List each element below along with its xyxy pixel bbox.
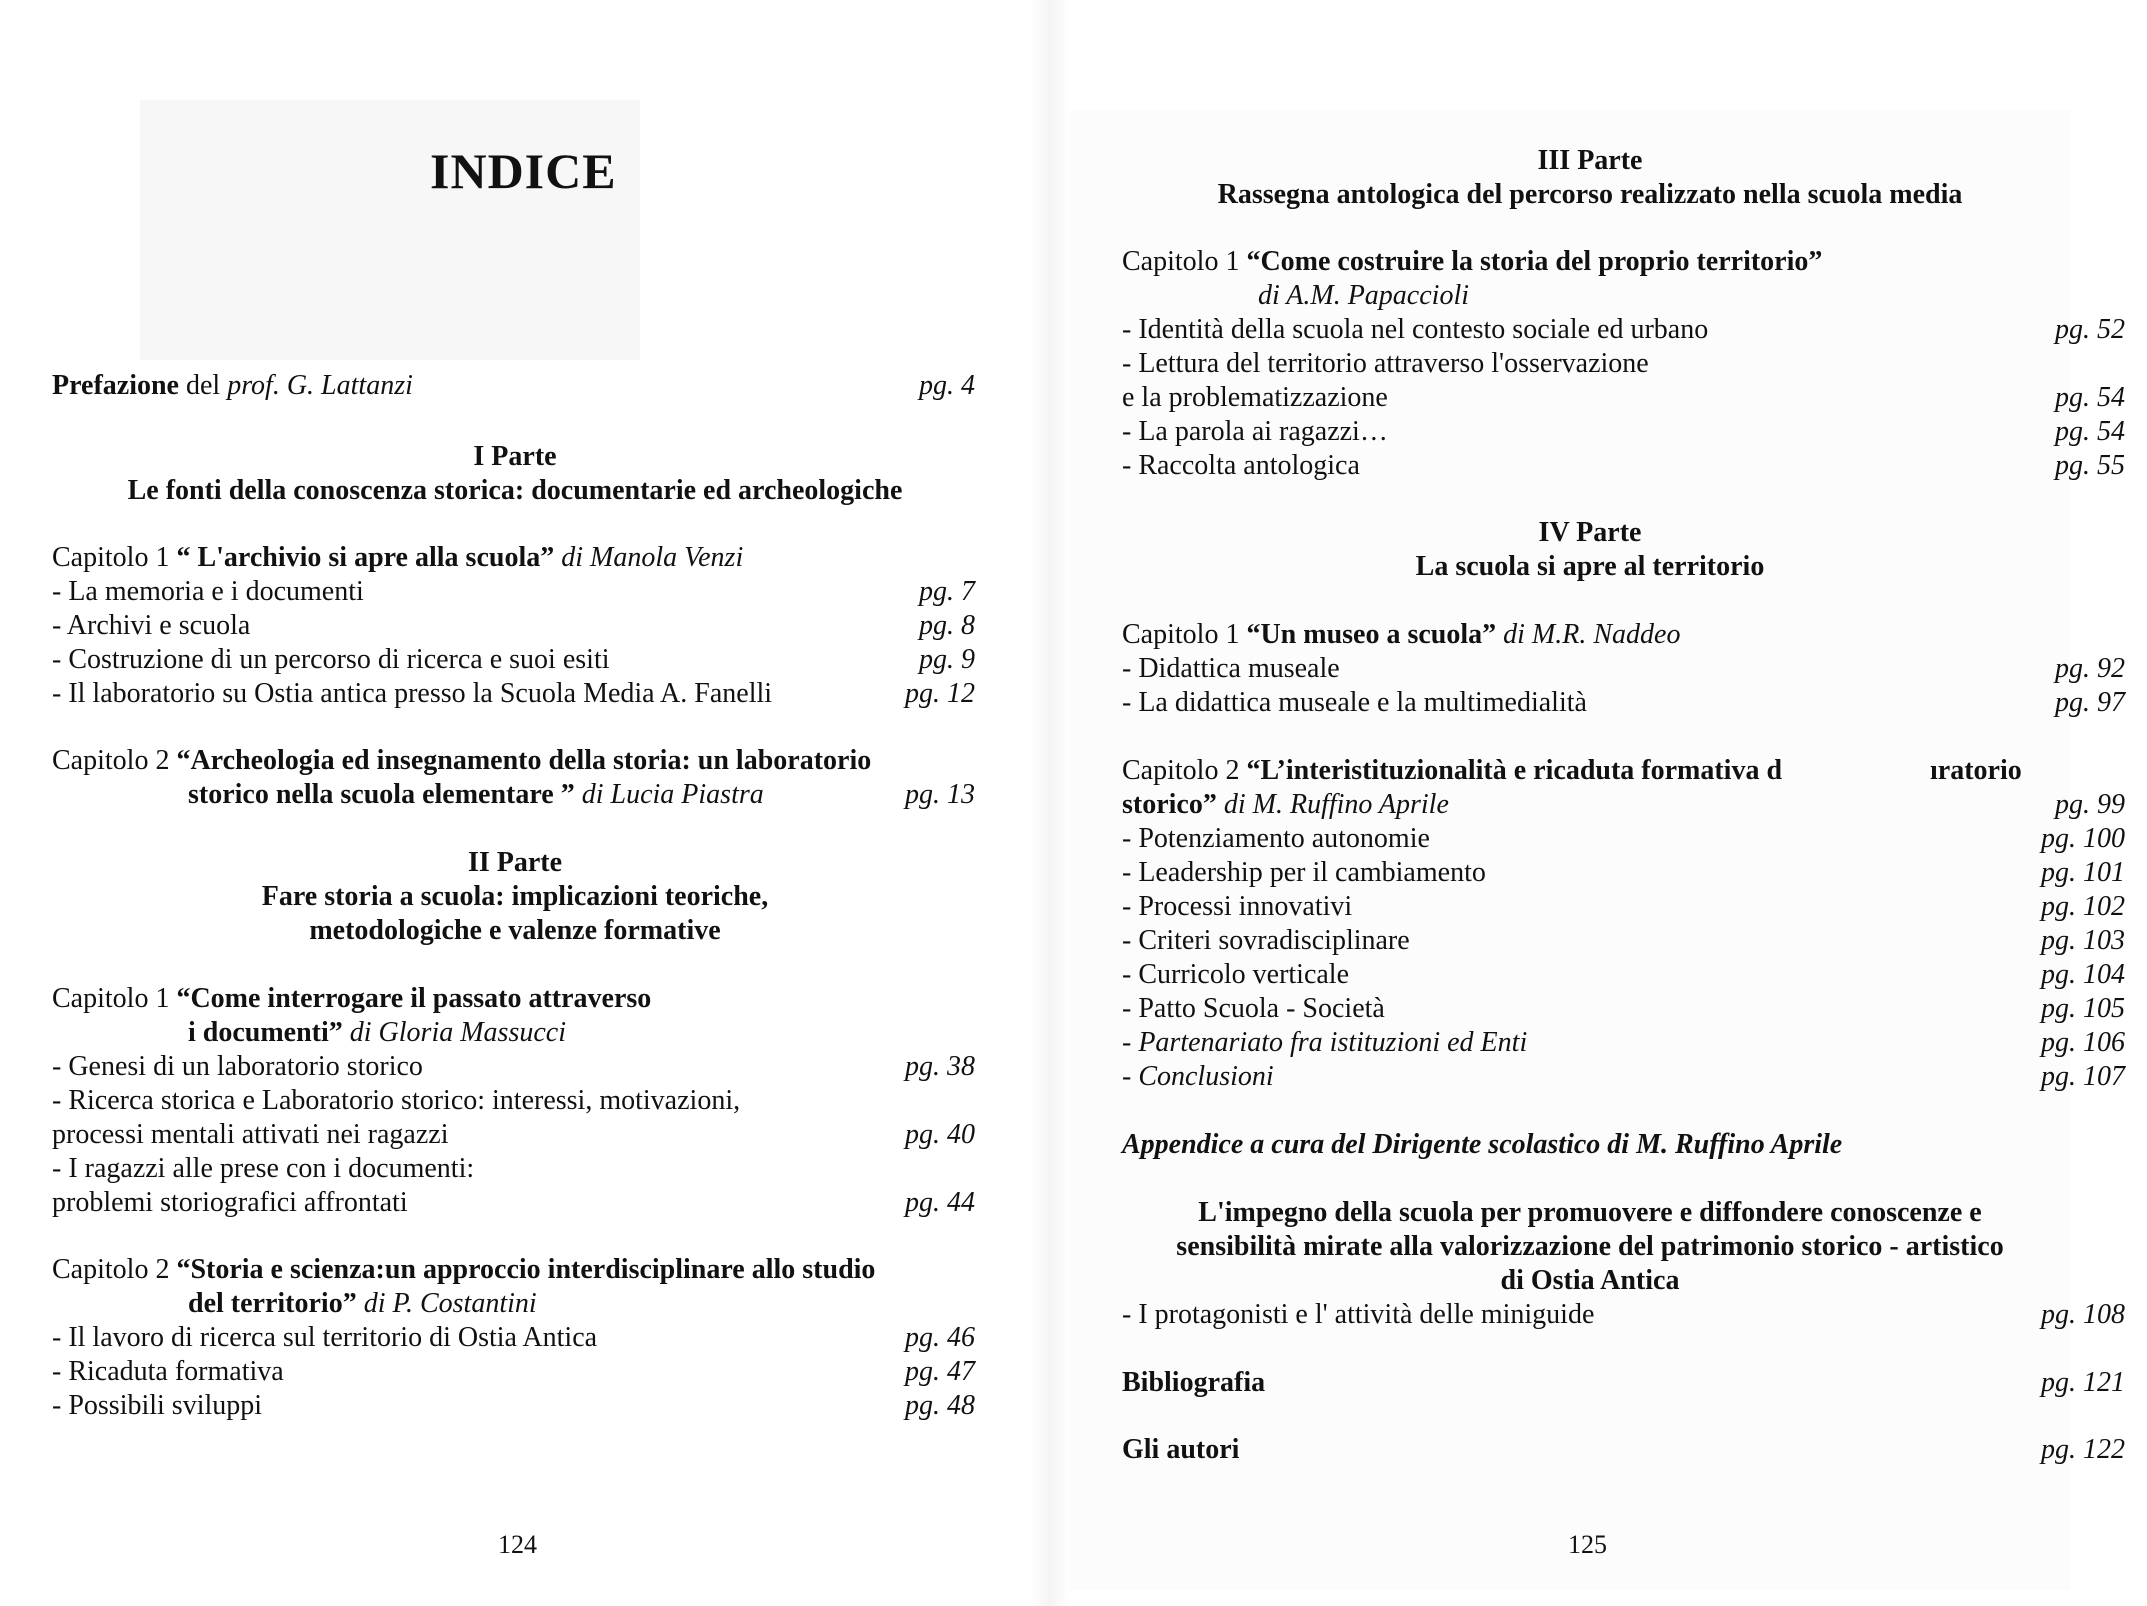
part2-ch1-heading-cont [188,1016,566,1050]
ch-author: di A.M. Papaccioli [1258,280,1469,311]
part3-subtitle: Rassegna antologica del percorso realizzato nella scuola media [1217,179,1963,210]
ch-title: i documenti” [188,1017,343,1048]
page-number: 124 [498,1530,537,1559]
part1-heading: I Parte [473,441,557,472]
list-item: - Ricerca storica e Laboratorio storico: interessi, motivazioni, [52,1085,741,1116]
ch-title: “Come costruire la storia del proprio territorio” [1246,246,1823,277]
part2-ch1-heading [52,982,651,1016]
page-ref: pg. 12 [905,678,975,709]
ch-author: di Lucia Piastra [574,779,764,810]
ch-title: storico” [1122,789,1217,820]
list-item: - I protagonisti e l' attività delle miniguide [1122,1299,1595,1330]
part2-subtitle: Fare storia a scuola: implicazioni teoriche, [261,881,769,912]
part1-subtitle: Le fonti della conoscenza storica: documentarie ed archeologiche [127,475,903,506]
list-item: - Identità della scuola nel contesto sociale ed urbano [1122,314,1709,345]
part4-ch2-heading-cont [1122,788,1449,822]
ch-author: di Gloria Massucci [342,1017,566,1048]
preface-label: Prefazione [52,370,179,401]
ch-title: “Archeologia ed insegnamento della storia: un laboratorio [176,745,872,776]
ch-prefix: Capitolo 2 [52,745,177,776]
ch-prefix: Capitolo 2 [52,1254,177,1285]
part4-subtitle: La scuola si apre al territorio [1415,551,1765,582]
page-ref: pg. 48 [905,1390,975,1421]
page-ref: pg. 106 [2041,1027,2125,1058]
part3-ch1-heading [1122,245,1822,279]
list-item: - Lettura del territorio attraverso l'osservazione [1122,348,1649,379]
ch-title-fragment: ıratorio [1930,755,2022,786]
list-item: - Partenariato fra istituzioni ed Enti [1122,1027,1528,1058]
list-item: - Curricolo verticale [1122,959,1350,990]
ch-prefix: Capitolo 2 [1122,755,1247,786]
page-ref: pg. 7 [919,576,975,607]
ch-title: del territorio” [188,1288,357,1319]
right-page [1070,0,2147,1606]
appendix-heading: sensibilità mirate alla valorizzazione del patrimonio storico - artistico [1176,1231,2004,1262]
page-ref: pg. 52 [2055,314,2125,345]
list-item: - I ragazzi alle prese con i documenti: [52,1153,475,1184]
index-title: INDICE [430,143,617,199]
preface-line [52,369,413,403]
part4-heading: IV Parte [1538,517,1642,548]
appendix-title: Appendice a cura del Dirigente scolastico di M. Ruffino Aprile [1122,1129,1843,1160]
part1-ch2-heading-cont [188,778,764,812]
list-item: - Possibili sviluppi [52,1390,263,1421]
page-ref: pg. 47 [905,1356,975,1387]
list-item: - La didattica museale e la multimedialità [1122,687,1587,718]
list-item: - La parola ai ragazzi… [1122,416,1388,447]
part2-ch2-heading [52,1253,875,1287]
list-item: - Processi innovativi [1122,891,1353,922]
page-ref: pg. 8 [919,610,975,641]
page-ref: pg. 54 [2055,416,2125,447]
ch-prefix: Capitolo 1 [1122,619,1247,650]
list-item: - Il laboratorio su Ostia antica presso la Scuola Media A. Fanelli [52,678,773,709]
page-ref: pg. 55 [2055,450,2125,481]
list-item: - Potenziamento autonomie [1122,823,1430,854]
page-ref: pg. 9 [919,644,975,675]
ch-author: di M. Ruffino Aprile [1216,789,1449,820]
appendix-heading: L'impegno della scuola per promuovere e diffondere conoscenze e [1198,1197,1982,1228]
list-item: - Didattica museale [1122,653,1340,684]
list-item: - Ricaduta formativa [52,1356,284,1387]
preface-author: prof. G. Lattanzi [227,370,413,401]
appendix-heading: di Ostia Antica [1500,1265,1680,1296]
ch-title: “Un museo a scuola” [1246,619,1497,650]
list-item: - Il lavoro di ricerca sul territorio di Ostia Antica [52,1322,598,1353]
part2-subtitle: metodologiche e valenze formative [309,915,721,946]
page-ref: pg. 54 [2055,382,2125,413]
page-ref: pg. 92 [2055,653,2125,684]
ch-prefix: Capitolo 1 [52,983,177,1014]
page-ref: pg. 40 [905,1119,975,1150]
preface-page: pg. 4 [919,370,975,401]
ch-title: “ L'archivio si apre alla scuola” [176,542,555,573]
ch-prefix: Capitolo 1 [1122,246,1247,277]
list-item: - Costruzione di un percorso di ricerca e suoi esiti [52,644,610,675]
page-ref: pg. 99 [2055,789,2125,820]
bibliografia-label: Bibliografia [1122,1367,1266,1398]
ch-title: “Come interrogare il passato attraverso [176,983,652,1014]
page-ref: pg. 121 [2041,1367,2125,1398]
list-item: - La memoria e i documenti [52,576,364,607]
list-item: - Raccolta antologica [1122,450,1360,481]
part3-heading: III Parte [1537,145,1643,176]
book-gutter [1030,0,1070,1606]
page-number: 125 [1568,1530,1607,1559]
part4-ch2-heading [1122,754,1782,788]
page-ref: pg. 108 [2041,1299,2125,1330]
page-ref: pg. 105 [2041,993,2125,1024]
ch-author: di M.R. Naddeo [1496,619,1681,650]
page-ref: pg. 102 [2041,891,2125,922]
ch-author: di P. Costantini [356,1288,537,1319]
part2-heading: II Parte [467,847,563,878]
list-item: - Criteri sovradisciplinare [1122,925,1410,956]
list-item: e la problematizzazione [1122,382,1388,413]
page-ref: pg. 46 [905,1322,975,1353]
part1-ch1-heading [52,541,743,575]
list-item: - Archivi e scuola [52,610,251,641]
left-page [0,0,1030,1606]
page-ref: pg. 13 [905,779,975,810]
scan-shade [140,100,640,360]
page-ref: pg. 100 [2041,823,2125,854]
page-ref: pg. 107 [2041,1061,2125,1092]
page-ref: pg. 122 [2041,1434,2125,1465]
list-item: problemi storiografici affrontati [52,1187,408,1218]
page-ref: pg. 44 [905,1187,975,1218]
part4-ch1-heading [1122,618,1680,652]
part2-ch2-heading-cont [188,1287,537,1321]
page-ref: pg. 38 [905,1051,975,1082]
page-ref: pg. 97 [2055,687,2125,718]
list-item: - Genesi di un laboratorio storico [52,1051,423,1082]
preface-mid: del [178,370,228,401]
page-ref: pg. 103 [2041,925,2125,956]
list-item: - Leadership per il cambiamento [1122,857,1486,888]
list-item: - Patto Scuola - Società [1122,993,1385,1024]
ch-title: storico nella scuola elementare ” [188,779,575,810]
list-item: processi mentali attivati nei ragazzi [52,1119,449,1150]
ch-title: “Storia e scienza:un approccio interdisciplinare allo studio [176,1254,876,1285]
ch-title: “L’interistituzionalità e ricaduta formativa d [1246,755,1783,786]
ch-author: di Manola Venzi [554,542,744,573]
page-ref: pg. 104 [2041,959,2125,990]
page-ref: pg. 101 [2041,857,2125,888]
autori-label: Gli autori [1122,1434,1240,1465]
part1-ch2-heading [52,744,871,778]
list-item: - Conclusioni [1122,1061,1274,1092]
ch-prefix: Capitolo 1 [52,542,177,573]
